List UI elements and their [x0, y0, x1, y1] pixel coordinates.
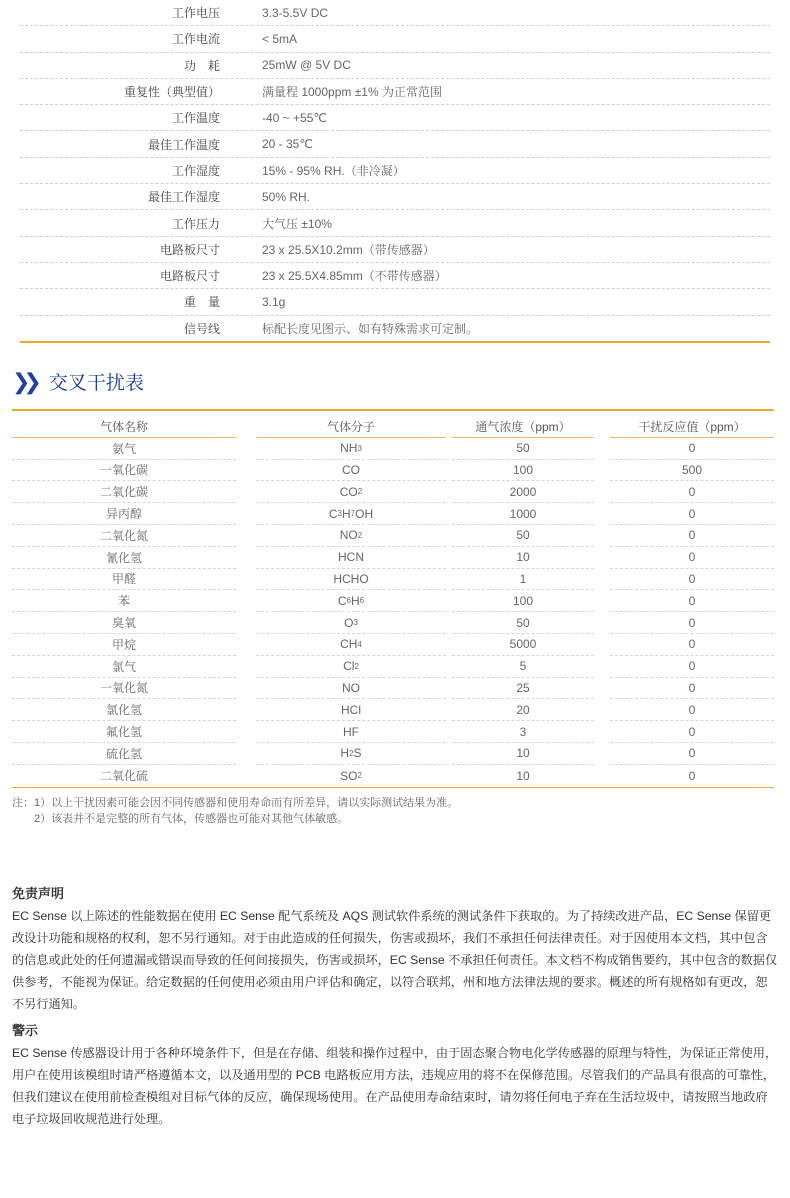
table-row [12, 590, 774, 612]
table-row [12, 721, 774, 743]
gas-formula [256, 634, 446, 656]
table-row [12, 438, 774, 460]
interference-response: 0 [610, 503, 774, 525]
spec-row [20, 79, 770, 105]
gas-concentration: 10 [452, 743, 594, 765]
spec-label: 电路板尺寸 [159, 242, 220, 257]
spec-label: 工作电流 [171, 32, 220, 47]
formula-text: H [351, 593, 360, 608]
gas-concentration: 5 [452, 656, 594, 678]
formula-subscript: 2 [357, 771, 362, 781]
gas-name: 甲烷 [12, 634, 236, 656]
spec-label: 电路板尺寸 [159, 269, 220, 284]
formula-text: O [344, 615, 354, 630]
gas-formula [256, 503, 446, 525]
table-notes [12, 795, 458, 827]
gas-formula [256, 590, 446, 612]
spec-row [20, 184, 770, 210]
formula-text: S [353, 746, 362, 761]
interference-response: 0 [610, 656, 774, 678]
spec-row [20, 158, 770, 184]
interference-response: 0 [610, 481, 774, 503]
formula-subscript: 6 [359, 596, 365, 606]
header-concentration: 通气浓度（ppm） [452, 416, 594, 438]
gas-concentration: 10 [452, 547, 594, 569]
formula-text: HCN [338, 550, 364, 565]
gas-concentration: 1 [452, 569, 594, 591]
table-header-row [12, 416, 774, 438]
spec-value: 标配长度见图示、如有特殊需求可定制。 [262, 321, 479, 336]
interference-response: 0 [610, 612, 774, 634]
spec-row [20, 53, 770, 79]
table-row [12, 765, 774, 788]
spec-label: 最佳工作温度 [147, 137, 220, 152]
gas-name: 二氧化氮 [12, 525, 236, 547]
header-response: 干扰反应值（ppm） [610, 416, 774, 438]
spec-value: -40 ~ +55℃ [262, 110, 327, 125]
gas-formula [256, 765, 446, 787]
spec-label: 信号线 [183, 321, 220, 336]
gas-concentration: 100 [452, 460, 594, 482]
gas-formula [256, 438, 446, 460]
gas-name: 一氧化氮 [12, 678, 236, 700]
spec-label: 工作湿度 [171, 163, 220, 178]
formula-text: CH [340, 637, 358, 652]
spec-value: 23 x 25.5X4.85mm（不带传感器） [262, 269, 447, 284]
formula-subscript: 4 [357, 639, 362, 649]
spec-label: 重 量 [183, 295, 220, 310]
formula-subscript: 3 [353, 618, 358, 628]
gas-formula [256, 460, 446, 482]
spec-row [20, 237, 770, 263]
table-row [12, 547, 774, 569]
gas-formula [256, 569, 446, 591]
gas-concentration: 1000 [452, 503, 594, 525]
table-row [12, 678, 774, 700]
interference-response: 0 [610, 634, 774, 656]
formula-subscript: 2 [349, 748, 354, 758]
gas-formula [256, 547, 446, 569]
gas-name: 异丙醇 [12, 503, 236, 525]
formula-subscript: 6 [346, 596, 351, 606]
table-row [12, 460, 774, 482]
disclaimer-body: EC Sense 以上陈述的性能数据在使用 EC Sense 配气系统及 AQS 测试软件系统的测试条件下获取的。为了持续改进产品，EC Sense 保留更改设计功能和规格的权利，恕不另行通知。对于由此造成的任何损失，伤害或损坏，我们不承担任何法律责任。对于因使用本文档，其中包含的信息或此处的任何遗漏或错误而导致的任何间接损失，伤害或损坏，EC Sense 不承担任何责任。本文档不构成销售要约，其中包含的数据仅供参考，不能视为保证。给定数据的任何使用必须由用户评估和确定，以符合联邦，州和地方法律法规的要求。概述的所有规格如有更改，恕不另行通知。 [12, 909, 778, 1011]
spec-table [20, 0, 770, 343]
gas-name: 氟化氢 [12, 721, 236, 743]
formula-subscript: 3 [337, 509, 342, 519]
section-heading [12, 368, 144, 395]
gas-formula [256, 525, 446, 547]
gas-name: 氯气 [12, 656, 236, 678]
spec-label: 最佳工作湿度 [147, 190, 220, 205]
interference-response: 0 [610, 721, 774, 743]
table-row [12, 481, 774, 503]
gas-concentration: 20 [452, 699, 594, 721]
gas-name: 氨气 [12, 438, 236, 460]
interference-response: 0 [610, 678, 774, 700]
formula-text: HF [343, 724, 359, 739]
cross-interference-table [12, 416, 774, 788]
table-row [12, 634, 774, 656]
interference-response: 0 [610, 525, 774, 547]
gas-formula [256, 656, 446, 678]
table-row [12, 743, 774, 765]
gas-name: 甲醛 [12, 569, 236, 591]
interference-response: 500 [610, 460, 774, 482]
formula-text: C [337, 593, 347, 608]
formula-text: OH [355, 506, 374, 521]
gas-concentration: 50 [452, 612, 594, 634]
gas-concentration: 25 [452, 678, 594, 700]
spec-row [20, 26, 770, 52]
spec-row [20, 263, 770, 289]
formula-text: NH [340, 441, 358, 456]
spec-value: 50% RH. [262, 189, 311, 204]
formula-text: SO [340, 768, 358, 783]
interference-response: 0 [610, 590, 774, 612]
table-row [12, 503, 774, 525]
formula-text: Cl [343, 659, 355, 674]
gas-name: 氰化氢 [12, 547, 236, 569]
formula-text: HCHO [333, 571, 369, 586]
table-body [12, 438, 774, 788]
gas-name: 氯化氢 [12, 699, 236, 721]
formula-subscript: 7 [350, 509, 356, 519]
table-row [12, 569, 774, 591]
spec-label: 工作压力 [171, 216, 220, 231]
spec-row [20, 289, 770, 315]
gas-concentration: 3 [452, 721, 594, 743]
formula-subscript: 2 [357, 487, 363, 497]
double-chevron-icon: ❯❯ [12, 368, 35, 394]
spec-label: 工作温度 [171, 111, 220, 126]
formula-subscript: 2 [354, 661, 359, 671]
formula-subscript: 2 [357, 530, 363, 540]
gas-formula [256, 743, 446, 765]
interference-response: 0 [610, 699, 774, 721]
divider [12, 409, 774, 411]
spec-label: 功 耗 [183, 58, 220, 73]
disclaimer-title: 免责声明 [12, 886, 65, 901]
spec-value: 23 x 25.5X10.2mm（带传感器） [262, 242, 435, 257]
formula-text: CO [339, 484, 358, 499]
interference-response: 0 [610, 547, 774, 569]
spec-value: 3.1g [262, 294, 286, 309]
section-title: 交叉干扰表 [48, 373, 144, 394]
gas-name: 一氧化碳 [12, 460, 236, 482]
gas-formula [256, 612, 446, 634]
formula-subscript: 3 [357, 443, 362, 453]
gas-formula [256, 699, 446, 721]
interference-response: 0 [610, 438, 774, 460]
gas-formula [256, 678, 446, 700]
table-row [12, 525, 774, 547]
formula-text: NO [342, 680, 360, 695]
spec-value: 15% - 95% RH.（非冷凝） [262, 163, 405, 178]
header-formula: 气体分子 [256, 416, 446, 438]
spec-value: < 5mA [262, 31, 298, 46]
spec-row [20, 0, 770, 26]
spec-label: 工作电压 [171, 6, 220, 21]
note-2: 2）该表并不是完整的所有气体，传感器也可能对其他气体敏感。 [34, 813, 349, 825]
spec-value: 大气压 ±10% [262, 216, 332, 231]
spec-value: 20 - 35℃ [262, 137, 313, 152]
gas-name: 二氧化碳 [12, 481, 236, 503]
gas-concentration: 5000 [452, 634, 594, 656]
formula-text: NO [339, 528, 358, 543]
gas-formula [256, 481, 446, 503]
spec-label: 重复性（典型值） [123, 85, 220, 100]
interference-response: 0 [688, 768, 696, 783]
spec-row [20, 105, 770, 131]
formula-text: C [328, 506, 338, 521]
formula-text: H [342, 506, 351, 521]
gas-formula [256, 721, 446, 743]
header-gas-name: 气体名称 [12, 416, 236, 438]
gas-name: 臭氧 [12, 612, 236, 634]
gas-concentration: 2000 [452, 481, 594, 503]
table-row [12, 656, 774, 678]
warning-body: EC Sense 传感器设计用于各种环境条件下，但是在存储、组装和操作过程中，由于固态聚合物电化学传感器的原理与特性，为保证正常使用，用户在使用该模组时请严格遵循本文，以及通用型的 PCB 电路板应用方法，违规应用的将不在保修范围。尽管我们的产品具有很高的可靠性，但我们建议在使用前检查模组对目标气体的反应，确保现场使用。在产品使用寿命结束时，请勿将任何电子弃在生活垃圾中，请按照当地政府电子垃圾回收规范进行处理。 [12, 1046, 778, 1126]
gas-concentration: 50 [452, 525, 594, 547]
spec-value: 3.3-5.5V DC [262, 5, 329, 20]
gas-name: 二氧化硫 [99, 769, 148, 784]
interference-response: 0 [610, 569, 774, 591]
formula-text: CO [342, 462, 360, 477]
gas-concentration: 100 [452, 590, 594, 612]
gas-concentration: 10 [516, 768, 530, 783]
table-row [12, 612, 774, 634]
table-row [12, 699, 774, 721]
gas-name: 硫化氢 [12, 743, 236, 765]
warning-title: 警示 [12, 1023, 39, 1038]
spec-row [20, 210, 770, 236]
spec-value: 满量程 1000ppm ±1% 为正常范围 [262, 85, 442, 100]
spec-value: 25mW @ 5V DC [262, 58, 351, 73]
gas-name: 苯 [12, 590, 236, 612]
note-1: 注：1）以上干扰因素可能会因不同传感器和使用寿命而有所差异，请以实际测试结果为准。 [12, 797, 459, 809]
formula-text: HCl [341, 702, 361, 717]
gas-concentration: 50 [452, 438, 594, 460]
interference-response: 0 [610, 743, 774, 765]
formula-text: H [340, 746, 350, 761]
spec-row [20, 131, 770, 157]
spec-row [20, 316, 770, 343]
